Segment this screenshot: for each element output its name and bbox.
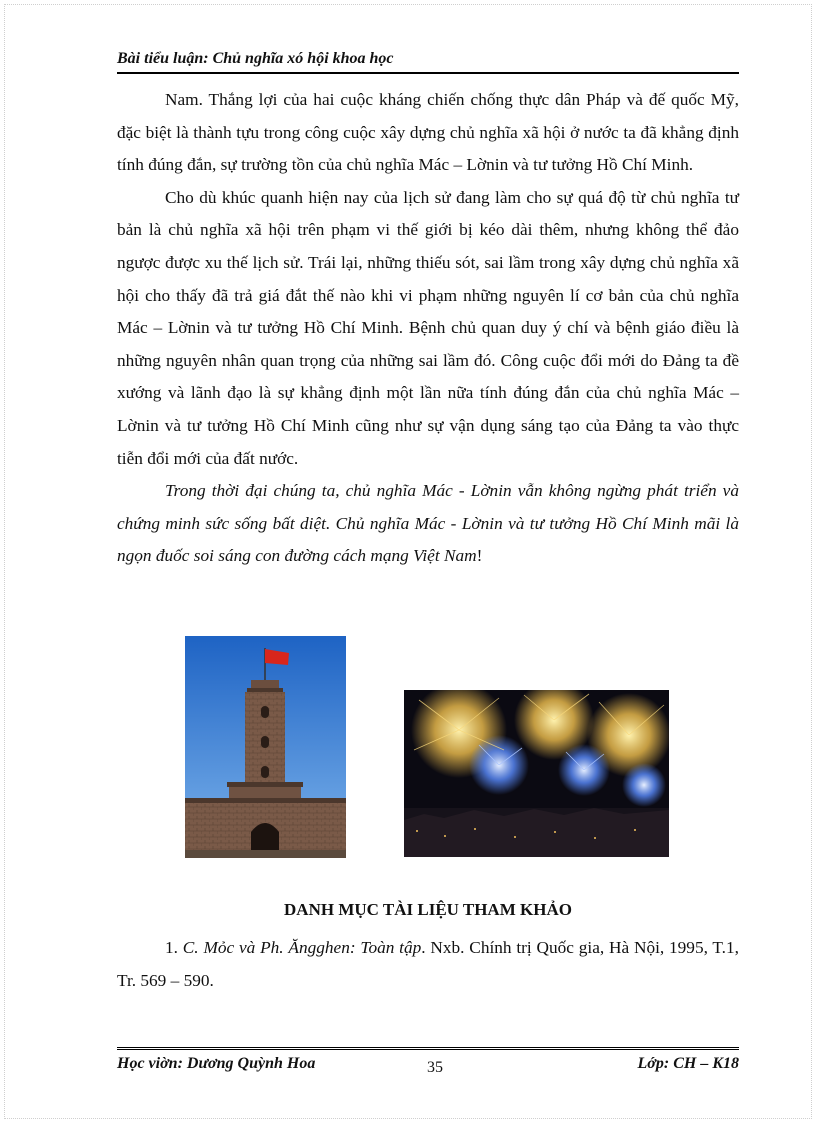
body-text — [117, 84, 739, 573]
footer-class: Lớp: CH – K18 — [637, 1055, 739, 1072]
page-footer — [117, 1055, 739, 1077]
page-number: 35 — [427, 1059, 443, 1076]
paragraph-3-text: Trong thời đại chúng ta, chủ nghĩa Mác - Lờnin vẫn không ngừng phát triển và chứng minh sức sống bất diệt. Chủ nghĩa Mác - Lờnin và tư tưởng Hồ Chí Minh mãi là ngọn đuốc soi sáng con đường cách mạng Việt Nam — [117, 481, 739, 566]
paragraph-1: Nam. Thắng lợi của hai cuộc kháng chiến chống thực dân Pháp và đế quốc Mỹ, đặc biệt là thành tựu trong công cuộc xây dựng chủ nghĩa xã hội ở nước ta đã khẳng định tính đúng đắn, sự trường tồn của chủ nghĩa Mác – Lờnin và tư tưởng Hồ Chí Minh. — [117, 90, 739, 175]
page-header-title: Bài tiểu luận: Chủ nghĩa xó hội khoa học — [117, 50, 394, 67]
reference-number: 1. — [165, 938, 178, 957]
reference-details: . Nxb. Chính trị Quốc gia, Hà Nội, 1995, T.1, Tr. 569 – 590. — [117, 938, 739, 990]
reference-work: Toàn tập — [360, 938, 422, 957]
footer-rule — [117, 1047, 739, 1050]
header-rule — [117, 72, 739, 74]
footer-student: Học viờn: Dương Quỳnh Hoa — [117, 1055, 316, 1072]
paragraph-3 — [117, 475, 739, 573]
fireworks-photo — [404, 690, 669, 857]
reference-authors: C. Mỏc và Ph. Ăngghen: — [182, 938, 356, 957]
paragraph-2: Cho dù khúc quanh hiện nay của lịch sử đang làm cho sự quá độ từ chủ nghĩa tư bản là chủ nghĩa xã hội trên phạm vi thế giới bị kéo dài thêm, nhưng không thể đảo ngược được xu thế lịch sử. Trái lại, những thiếu sót, sai lầm trong xây dựng chủ nghĩa xã hội cho thấy đã trả giá đắt thế nào khi vi phạm những nguyên lí cơ bản của chủ nghĩa Mác – Lờnin và tư tưởng Hồ Chí Minh. Bệnh chủ quan duy ý chí và bệnh giáo điều là những nguyên nhân quan trọng của những sai lầm đó. Công cuộc đổi mới do Đảng ta đề xướng và lãnh đạo là sự khẳng định một lần nữa tính đúng đắn của chủ nghĩa Mác – Lờnin và tư tưởng Hồ Chí Minh cũng như sự vận dụng sáng tạo của Đảng ta vào thực tiễn đổi mới của đất nước. — [117, 187, 739, 468]
references-title: DANH MỤC TÀI LIỆU THAM KHẢO — [284, 900, 572, 919]
paragraph-3-end: ! — [476, 546, 483, 566]
reference-item — [117, 932, 739, 997]
flag-tower-photo — [185, 636, 346, 858]
references-list — [117, 932, 739, 997]
